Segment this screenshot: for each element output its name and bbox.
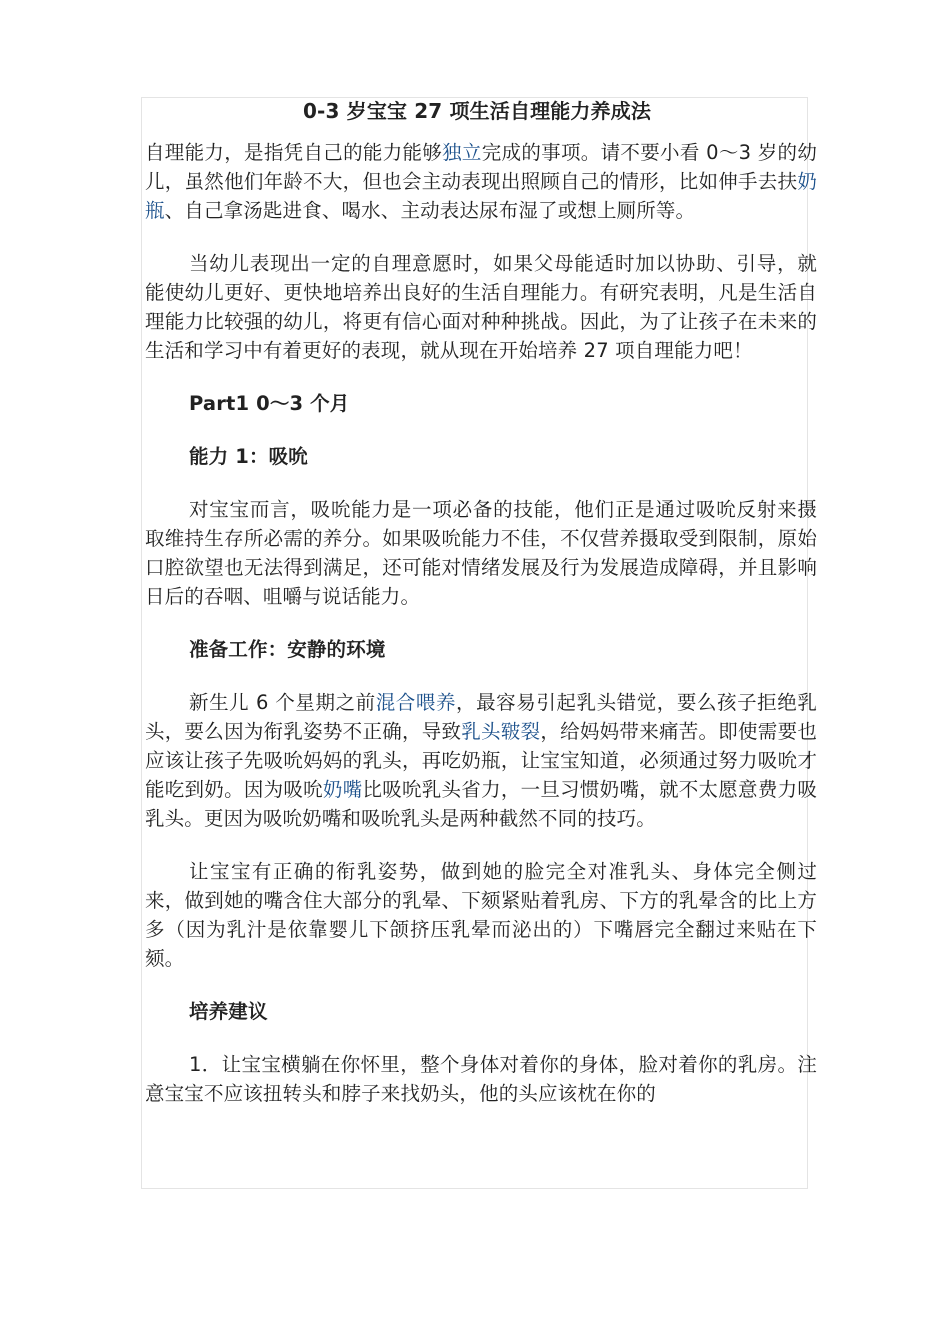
link-independent[interactable]: 独立 (442, 141, 482, 164)
paragraph-sucking: 对宝宝而言，吸吮能力是一项必备的技能，他们正是通过吸吮反射来摄取维持生存所必需的养分。如果吸吮能力不佳，不仅营养摄取受到限制，原始口腔欲望也无法得到满足，还可能对情绪发展及行为发展造成障碍，并且影响日后的吞咽、咀嚼与说话能力。 (145, 498, 817, 608)
document-title: 0-3 岁宝宝 27 项生活自理能力养成法 (302, 99, 651, 123)
paragraph-guidance: 当幼儿表现出一定的自理意愿时，如果父母能适时加以协助、引导，就能使幼儿更好、更快地培养出良好的生活自理能力。有研究表明，凡是生活自理能力比较强的幼儿，将更有信心面对种种挑战。因此，为了让孩子在未来的生活和学习中有着更好的表现，就从现在开始培养 27 项自理能力吧！ (145, 252, 817, 362)
link-pacifier[interactable]: 奶嘴 (322, 778, 363, 801)
document-body (145, 97, 817, 1132)
text-run: 完成的事项。请不要小看 0～3 岁的幼儿，虽然他们年龄不大，但也会主动表现出照顾自己的情形，比如伸手去扶 (145, 141, 817, 193)
text-run: ，最容易引起乳头错觉，要么孩子拒绝乳头，要么因为衔乳姿势不正确，导致 (145, 691, 817, 743)
paragraph-mixed-feeding (145, 688, 817, 833)
heading-ability-1: 能力 1：吸吮 (189, 445, 308, 468)
page-clip (0, 97, 950, 1189)
link-mixed-feeding[interactable]: 混合喂养 (375, 691, 457, 714)
text-run: 自理能力，是指凭自己的能力能够 (145, 141, 443, 164)
paragraph-advice-1: 1．让宝宝横躺在你怀里，整个身体对着你的身体，脸对着你的乳房。注意宝宝不应该扭转头和脖子来找奶头，他的头应该枕在你的 (145, 1053, 817, 1105)
text-run: 、自己拿汤匙进食、喝水、主动表达尿布湿了或想上厕所等。 (164, 199, 696, 222)
text-run: ，给妈妈带来痛苦。即使需要也应该让孩子先吸吮妈妈的乳头，再吃奶瓶，让宝宝知道，必须通过努力吸吮才能吃到奶。因为吸吮 (145, 720, 817, 801)
link-cracked-nipple[interactable]: 乳头皲裂 (461, 720, 541, 743)
heading-preparation: 准备工作：安静的环境 (189, 638, 386, 661)
text-run: 新生儿 6 个星期之前 (189, 691, 376, 714)
heading-advice: 培养建议 (189, 1000, 268, 1023)
heading-part1: Part1 0～3 个月 (189, 392, 350, 415)
link-baby-bottle[interactable]: 奶瓶 (145, 170, 817, 222)
text-run: 比吸吮乳头省力，一旦习惯奶嘴，就不太愿意费力吸乳头。更因为吸吮奶嘴和吸吮乳头是两种截然不同的技巧。 (145, 778, 818, 830)
paragraph-latch-posture: 让宝宝有正确的衔乳姿势，做到她的脸完全对准乳头、身体完全侧过来，做到她的嘴含住大部分的乳晕、下颏紧贴着乳房、下方的乳晕含的比上方多（因为乳汁是依靠婴儿下颌挤压乳晕而泌出的）下嘴唇完全翻过来贴在下颏。 (145, 860, 817, 970)
paragraph-intro (145, 138, 817, 225)
